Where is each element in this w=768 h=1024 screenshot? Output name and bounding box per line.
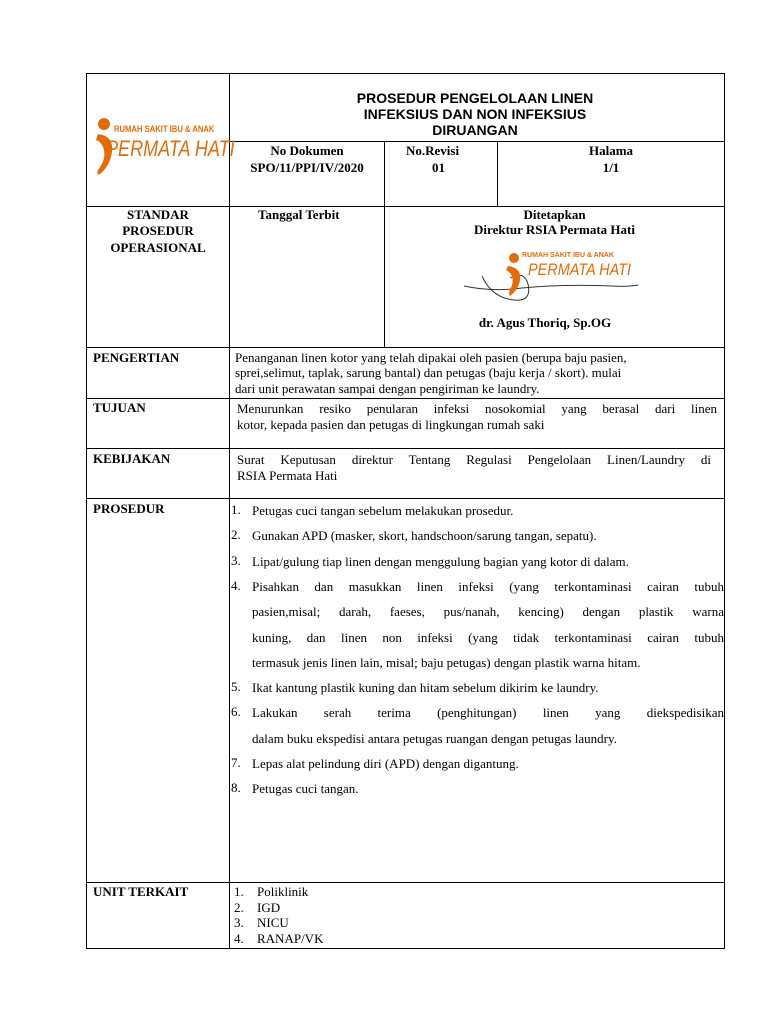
pengertian-line2: sprei,selimut, taplak, sarung bantal) dan petugas (baju kerja / skort). mulai (235, 365, 622, 380)
unit-number: 4. (234, 930, 244, 946)
step-text-line: kuning, dan linen non infeksi (yang tidak terkontaminasi cairan tubuh (252, 629, 724, 645)
step-text-line: Lakukan serah terima (penghitungan) linen yang diekspedisikan (252, 705, 724, 721)
unit-item: Poliklinik (257, 884, 309, 899)
unit-number: 2. (234, 899, 244, 915)
step-text-line: termasuk jenis linen lain, misal; baju petugas) dengan plastik warna hitam. (252, 654, 641, 670)
row-divider-kebijakan (86, 448, 725, 449)
signer-name: dr. Agus Thoriq, Sp.OG (478, 315, 612, 330)
signature-stamp (462, 248, 642, 310)
tujuan-line2: kotor, kepada pasien dan petugas di lingkungan rumah saki (237, 417, 545, 432)
hospital-logo (92, 114, 235, 184)
unit-terkait-label: UNIT TERKAIT (93, 884, 189, 899)
halaman-label: Halama (588, 143, 634, 158)
no-revisi-label: No.Revisi (406, 143, 460, 158)
step-text-line: Gunakan APD (masker, skort, handschoon/sarung tangan, sepatu). (252, 528, 597, 544)
no-dokumen-label: No Dokumen (270, 143, 344, 158)
no-revisi-value: 01 (432, 160, 445, 175)
row-divider-tujuan (86, 398, 725, 399)
logo-line1: RUMAH SAKIT IBU & ANAK (114, 124, 215, 134)
unit-number: 1. (234, 884, 244, 899)
column-divider (229, 73, 230, 949)
step-text-line: Petugas cuci tangan. (252, 781, 359, 797)
kebijakan-line1: Surat Keputusan direktur Tentang Regulasi Pengelolaan Linen/Laundry di (237, 452, 711, 467)
prosedur-label: PROSEDUR (93, 501, 165, 516)
stamp-logo-line2: PERMATA HATI (528, 260, 632, 279)
step-number: 6. (231, 704, 241, 720)
kebijakan-line2: RSIA Permata Hati (237, 468, 338, 483)
stamp-logo-line1: RUMAH SAKIT IBU & ANAK (522, 252, 614, 259)
step-text-line: pasien,misal; darah, faeses, pus/nanah, kencing) dengan plastik warna (252, 604, 724, 620)
step-number: 7. (231, 755, 241, 770)
spo-label-line1: STANDAR (127, 207, 189, 222)
tujuan-line1: Menurunkan resiko penularan infeksi nosokomial yang berasal dari linen (237, 401, 717, 416)
step-text-line: Lepas alat pelindung diri (APD) dengan digantung. (252, 756, 519, 771)
doc-title-line3: DIRUANGAN (432, 122, 518, 138)
step-text-line: Pisahkan dan masukkan linen infeksi (yang terkontaminasi cairan tubuh (252, 578, 724, 594)
unit-item: RANAP/VK (257, 930, 324, 946)
unit-item: IGD (257, 899, 281, 915)
row-divider-pengertian (86, 347, 725, 348)
step-number: 5. (231, 679, 241, 695)
table-right-border (724, 73, 725, 949)
step-text-line: Petugas cuci tangan sebelum melakukan prosedur. (252, 503, 514, 518)
step-number: 4. (231, 577, 241, 593)
table-bottom-border (86, 948, 725, 949)
no-dokumen-value: SPO/11/PPI/IV/2020 (250, 160, 364, 175)
table-top-border (86, 73, 725, 74)
logo-line2: PERMATA HATI (106, 136, 235, 161)
halaman-value: 1/1 (602, 160, 620, 175)
unit-item: NICU (257, 915, 289, 930)
step-text-line: dalam buku ekspedisi antara petugas ruangan dengan petugas laundry. (252, 730, 617, 746)
spo-label-line3: OPERASIONAL (110, 240, 206, 255)
tanggal-terbit-label: Tanggal Terbit (258, 207, 340, 222)
pengertian-line1: Penanganan linen kotor yang telah dipakai oleh pasien (berupa baju pasien, (235, 350, 627, 365)
doc-title-line2: INFEKSIUS DAN NON INFEKSIUS (363, 106, 587, 122)
step-number: 2. (231, 527, 241, 543)
step-number: 3. (231, 552, 241, 568)
ditetapkan-label: Ditetapkan (523, 207, 586, 222)
row-divider-unit (86, 882, 725, 883)
kebijakan-label: KEBIJAKAN (93, 451, 171, 466)
table-left-border (86, 73, 87, 949)
step-text-line: Ikat kantung plastik kuning dan hitam sebelum dikirim ke laundry. (252, 680, 599, 696)
spo-label-line2: PROSEDUR (122, 223, 194, 238)
unit-number: 3. (234, 915, 244, 930)
step-number: 1. (231, 502, 241, 517)
header-divider (229, 141, 725, 142)
step-text-line: Lipat/gulung tiap linen dengan menggulung bagian yang kotor di dalam. (252, 553, 629, 569)
pengertian-line3: dari unit perawatan sampai dengan pengiriman ke laundry. (235, 381, 540, 396)
direktur-label: Direktur RSIA Permata Hati (474, 222, 635, 237)
pengertian-label: PENGERTIAN (93, 350, 180, 365)
tujuan-label: TUJUAN (93, 400, 146, 415)
step-number: 8. (231, 780, 241, 796)
doc-title-line1: PROSEDUR PENGELOLAAN LINEN (356, 90, 594, 106)
